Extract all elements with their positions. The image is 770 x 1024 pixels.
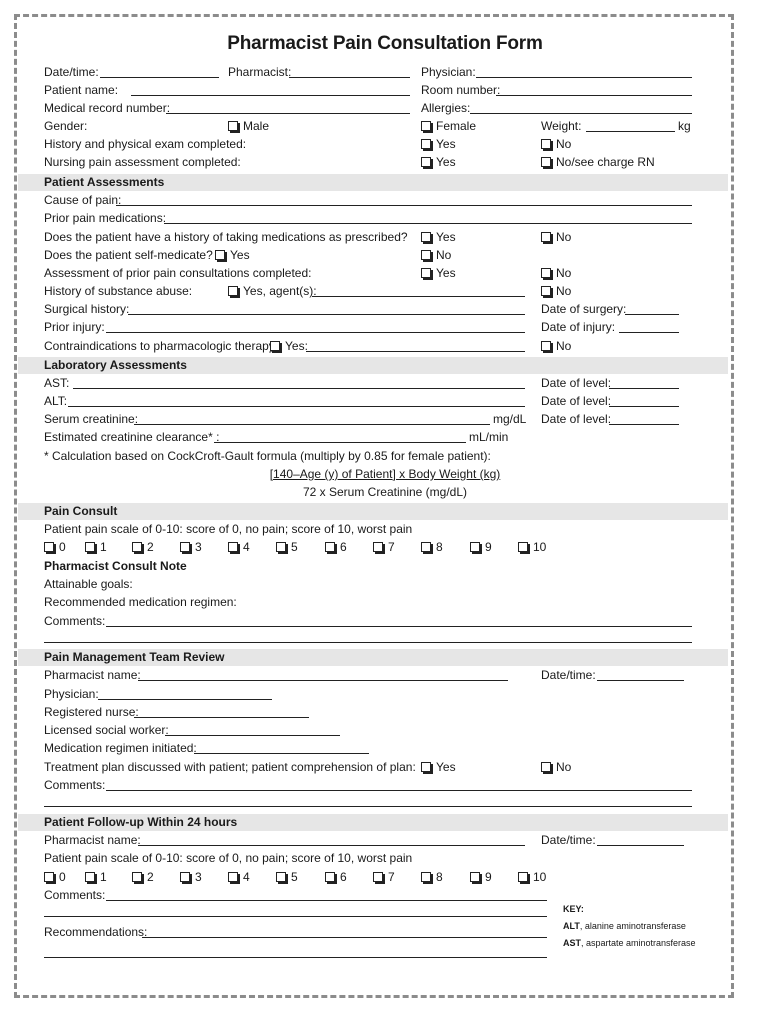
key-ast-abbr: AST <box>563 938 581 948</box>
mlmin-unit: mL/min <box>469 430 509 444</box>
row-history-exam <box>44 135 692 153</box>
contra-label: Contraindications to pharmacologic therapy: <box>44 339 279 353</box>
consult-score-checkbox[interactable]: 0 <box>44 538 66 556</box>
consult-comments-line-2[interactable] <box>44 642 692 643</box>
key-alt-def: , alanine aminotransferase <box>579 921 686 931</box>
substance-yes-agents[interactable]: Yes, agent(s): <box>228 282 317 300</box>
row-prior-injury <box>44 318 692 336</box>
prior-meds-label: Prior pain medications: <box>44 211 167 225</box>
prior-consult-yes[interactable]: Yes <box>421 264 456 282</box>
team-social-field[interactable] <box>165 735 340 736</box>
key-alt <box>563 919 686 934</box>
row-team-social <box>44 721 692 739</box>
prior-consult-no[interactable]: No <box>541 264 571 282</box>
nursing-yes[interactable]: Yes <box>421 153 456 171</box>
row-prior-meds <box>44 209 692 227</box>
row-team-pharmacist <box>44 666 692 684</box>
row-team-regimen <box>44 739 692 757</box>
history-exam-label: History and physical exam completed: <box>44 137 247 151</box>
followup-comments-line-2[interactable] <box>44 916 547 917</box>
section-team-review <box>18 649 728 666</box>
cause-label: Cause of pain: <box>44 193 122 207</box>
row-team-nurse <box>44 703 692 721</box>
row-self-medicate <box>44 246 692 264</box>
datetime-label: Date/time: <box>44 65 99 79</box>
weight-label: Weight: <box>541 119 582 133</box>
team-social-label: Licensed social worker: <box>44 723 169 737</box>
physician-field[interactable] <box>476 77 692 78</box>
row-calc-note <box>44 447 692 465</box>
row-consult-note <box>44 557 692 575</box>
recommendations-label: Recommendations: <box>44 925 148 939</box>
key-title: KEY: <box>563 904 584 914</box>
row-prior-consult <box>44 264 692 282</box>
consult-score-checkbox[interactable]: 2 <box>132 538 154 556</box>
followup-score-checkbox[interactable]: 1 <box>85 868 107 886</box>
section-heading: Patient Follow-up Within 24 hours <box>44 815 238 829</box>
medical-record-field[interactable] <box>166 113 410 114</box>
key-ast <box>563 936 696 951</box>
recommendations-field[interactable] <box>142 937 547 938</box>
allergies-field[interactable] <box>470 113 692 114</box>
section-heading: Patient Assessments <box>44 175 165 189</box>
team-nurse-field[interactable] <box>134 717 309 718</box>
consult-score-checkbox[interactable]: 5 <box>276 538 298 556</box>
team-plan-label: Treatment plan discussed with patient; patient comprehension of plan: <box>44 760 416 774</box>
formula-denominator-text: 72 x Serum Creatinine (mg/dL) <box>302 485 468 499</box>
patient-name-label: Patient name: <box>44 83 119 97</box>
section-patient-assessments <box>18 174 728 191</box>
consult-note-heading: Pharmacist Consult Note <box>44 559 187 573</box>
consult-score-checkbox[interactable]: 9 <box>470 538 492 556</box>
prior-consult-label: Assessment of prior pain consultations completed: <box>44 266 312 280</box>
history-taking-yes[interactable]: Yes <box>421 228 456 246</box>
followup-score-checkbox[interactable]: 2 <box>132 868 154 886</box>
followup-score-checkbox[interactable]: 4 <box>228 868 250 886</box>
team-physician-label: Physician: <box>44 687 99 701</box>
row-team-plan <box>44 758 692 776</box>
followup-score-row <box>44 868 692 886</box>
followup-score-checkbox[interactable]: 9 <box>470 868 492 886</box>
team-comments-field[interactable] <box>106 790 692 791</box>
followup-score-checkbox[interactable]: 8 <box>421 868 443 886</box>
pharmacist-label: Pharmacist: <box>228 65 292 79</box>
consult-comments-field[interactable] <box>106 626 692 627</box>
row-history-taking <box>44 228 692 246</box>
followup-comments-field[interactable] <box>106 900 547 901</box>
serum-date-label: Date of level: <box>541 412 612 426</box>
key-alt-abbr: ALT <box>563 921 580 931</box>
row-patient <box>44 81 692 99</box>
date-injury-field[interactable] <box>619 332 679 333</box>
datetime-field[interactable] <box>100 77 219 78</box>
followup-score-checkbox[interactable]: 3 <box>180 868 202 886</box>
serum-field[interactable] <box>134 424 490 425</box>
alt-date-field[interactable] <box>609 406 679 407</box>
history-taking-label: Does the patient have a history of taking medications as prescribed? <box>44 230 408 244</box>
prior-injury-label: Prior injury: <box>44 320 105 334</box>
team-datetime-field[interactable] <box>597 680 684 681</box>
regimen-label: Recommended medication regimen: <box>44 595 237 609</box>
substance-label: History of substance abuse: <box>44 284 193 298</box>
row-ast <box>44 374 692 392</box>
consult-score-checkbox[interactable]: 10 <box>518 538 546 556</box>
substance-agents-field[interactable] <box>312 296 525 297</box>
section-heading: Pain Consult <box>44 504 118 518</box>
team-plan-yes[interactable]: Yes <box>421 758 456 776</box>
clearance-field[interactable] <box>214 442 466 443</box>
contra-yes[interactable]: Yes: <box>270 337 308 355</box>
row-substance <box>44 282 692 300</box>
recommendations-line-2[interactable] <box>44 957 547 958</box>
consult-comments-label: Comments: <box>44 614 106 628</box>
goals-label: Attainable goals: <box>44 577 133 591</box>
row-nursing <box>44 153 692 171</box>
medical-record-label: Medical record number: <box>44 101 171 115</box>
followup-score-checkbox[interactable]: 0 <box>44 868 66 886</box>
male-checkbox[interactable]: Male <box>228 117 269 135</box>
followup-pharmacist-field[interactable] <box>138 845 525 846</box>
row-gender <box>44 117 692 135</box>
room-number-label: Room number: <box>421 83 501 97</box>
self-medicate-yes[interactable]: Yes <box>215 246 250 264</box>
female-checkbox[interactable]: Female <box>421 117 476 135</box>
alt-label: ALT: <box>44 394 68 408</box>
ast-label: AST: <box>44 376 70 390</box>
nursing-no-see-charge[interactable]: No/see charge RN <box>541 153 655 171</box>
row-team-comments <box>44 776 692 794</box>
row-surgical <box>44 300 692 318</box>
row-serum <box>44 410 692 428</box>
row-cause <box>44 191 692 209</box>
team-pharmacist-field[interactable] <box>138 680 508 681</box>
nursing-assessment-label: Nursing pain assessment completed: <box>44 155 241 169</box>
section-followup <box>18 814 728 831</box>
row-followup-scale <box>44 849 692 867</box>
mgdl-unit: mg/dL <box>493 412 527 426</box>
consult-score-checkbox[interactable]: 7 <box>373 538 395 556</box>
consult-score-checkbox[interactable]: 1 <box>85 538 107 556</box>
history-exam-yes[interactable]: Yes <box>421 135 456 153</box>
team-nurse-label: Registered nurse: <box>44 705 139 719</box>
followup-pharmacist-label: Pharmacist name: <box>44 833 141 847</box>
self-medicate-label: Does the patient self-medicate? <box>44 248 213 262</box>
team-physician-field[interactable] <box>98 699 272 700</box>
allergies-label: Allergies: <box>421 101 471 115</box>
self-medicate-no[interactable]: No <box>421 246 451 264</box>
followup-comments-label: Comments: <box>44 888 106 902</box>
row-contra <box>44 337 692 355</box>
team-regimen-field[interactable] <box>194 753 369 754</box>
consult-score-checkbox[interactable]: 8 <box>421 538 443 556</box>
clearance-label: Estimated creatinine clearance* : <box>44 430 220 444</box>
date-injury-label: Date of injury: <box>541 320 616 334</box>
contra-field[interactable] <box>306 351 525 352</box>
surgical-field[interactable] <box>128 314 525 315</box>
followup-datetime-label: Date/time: <box>541 833 596 847</box>
alt-date-label: Date of level: <box>541 394 612 408</box>
substance-no[interactable]: No <box>541 282 571 300</box>
patient-name-field[interactable] <box>131 95 410 96</box>
section-heading: Pain Management Team Review <box>44 650 225 664</box>
alt-field[interactable] <box>68 406 525 407</box>
team-comments-label: Comments: <box>44 778 106 792</box>
followup-datetime-field[interactable] <box>597 845 684 846</box>
consult-score-row <box>44 538 692 556</box>
serum-label: Serum creatinine: <box>44 412 139 426</box>
history-taking-no[interactable]: No <box>541 228 571 246</box>
room-number-field[interactable] <box>496 95 692 96</box>
surgical-label: Surgical history: <box>44 302 130 316</box>
cause-field[interactable] <box>116 205 692 206</box>
section-pain-consult <box>18 503 728 520</box>
kg-unit: kg <box>678 119 691 133</box>
team-pharmacist-label: Pharmacist name: <box>44 668 141 682</box>
ast-field[interactable] <box>73 388 525 389</box>
physician-label: Physician: <box>421 65 476 79</box>
formula-denominator <box>0 483 770 501</box>
row-regimen <box>44 593 692 611</box>
form-title: Pharmacist Pain Consultation Form <box>227 33 543 54</box>
serum-date-field[interactable] <box>609 424 679 425</box>
team-datetime-label: Date/time: <box>541 668 596 682</box>
followup-score-checkbox[interactable]: 5 <box>276 868 298 886</box>
history-exam-no[interactable]: No <box>541 135 571 153</box>
pharmacist-field[interactable] <box>289 77 410 78</box>
row-mrn <box>44 99 692 117</box>
consult-score-checkbox[interactable]: 6 <box>325 538 347 556</box>
row-consult-scale <box>44 520 692 538</box>
prior-injury-field[interactable] <box>106 332 525 333</box>
section-laboratory <box>18 357 728 374</box>
date-surgery-field[interactable] <box>625 314 679 315</box>
row-followup-pharmacist <box>44 831 692 849</box>
team-comments-line-2[interactable] <box>44 806 692 807</box>
consult-scale-label: Patient pain scale of 0-10: score of 0, no pain; score of 10, worst pain <box>44 522 413 536</box>
calc-note: * Calculation based on CockCroft-Gault formula (multiply by 0.85 for female patient): <box>44 449 491 463</box>
row-consult-comments <box>44 612 692 630</box>
row-goals <box>44 575 692 593</box>
formula-numerator-text: [140–Age (y) of Patient] x Body Weight (kg) <box>269 467 501 481</box>
ast-date-label: Date of level: <box>541 376 612 390</box>
consult-score-checkbox[interactable]: 4 <box>228 538 250 556</box>
followup-score-checkbox[interactable]: 6 <box>325 868 347 886</box>
section-heading: Laboratory Assessments <box>44 358 187 372</box>
followup-score-checkbox[interactable]: 10 <box>518 868 546 886</box>
row-datetime <box>44 63 692 81</box>
row-clearance <box>44 428 692 446</box>
ast-date-field[interactable] <box>609 388 679 389</box>
prior-meds-field[interactable] <box>164 223 692 224</box>
date-surgery-label: Date of surgery: <box>541 302 627 316</box>
weight-field[interactable] <box>586 131 675 132</box>
row-alt <box>44 392 692 410</box>
team-plan-no[interactable]: No <box>541 758 571 776</box>
row-followup-comments <box>44 886 692 904</box>
formula-numerator <box>0 465 770 483</box>
consult-score-checkbox[interactable]: 3 <box>180 538 202 556</box>
row-team-physician <box>44 685 692 703</box>
followup-score-checkbox[interactable]: 7 <box>373 868 395 886</box>
team-regimen-label: Medication regimen initiated: <box>44 741 197 755</box>
key-ast-def: , aspartate aminotransferase <box>581 938 696 948</box>
contra-no[interactable]: No <box>541 337 571 355</box>
followup-scale-label: Patient pain scale of 0-10: score of 0, no pain; score of 10, worst pain <box>44 851 413 865</box>
gender-label: Gender: <box>44 119 88 133</box>
